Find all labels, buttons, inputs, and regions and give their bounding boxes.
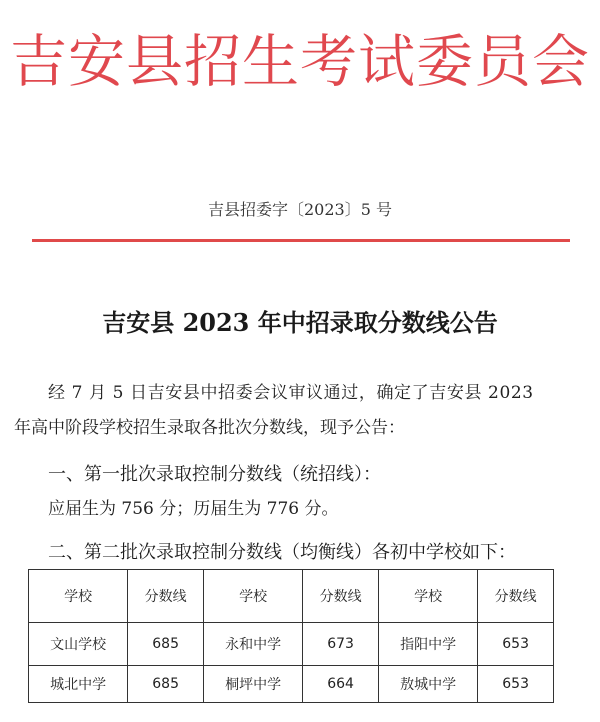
red-divider xyxy=(32,239,570,242)
section-1-heading: 一、第一批次录取控制分数线（统招线）： xyxy=(48,464,381,485)
table-cell: 664 xyxy=(303,666,379,703)
table-cell: 653 xyxy=(478,666,554,703)
header-school: 学校 xyxy=(29,570,128,623)
table-cell: 685 xyxy=(128,666,204,703)
table-cell: 653 xyxy=(478,623,554,666)
document-number: 吉县招委字〔2023〕5 号 xyxy=(208,200,392,219)
table-row xyxy=(29,623,554,666)
section-1-text: 应届生为 756 分；历届生为 776 分。 xyxy=(48,499,339,519)
page-title: 吉安县 2023 年中招录取分数线公告 xyxy=(102,308,498,337)
table-row xyxy=(29,666,554,703)
intro-line-1: 经 7 月 5 日吉安县中招委会议审议通过，确定了吉安县 2023 xyxy=(48,383,534,403)
table-cell: 指阳中学 xyxy=(378,623,477,666)
header-school: 学校 xyxy=(203,570,302,623)
header-school: 学校 xyxy=(378,570,477,623)
table-cell: 永和中学 xyxy=(203,623,302,666)
table-cell: 敖城中学 xyxy=(378,666,477,703)
table-cell: 685 xyxy=(128,623,204,666)
section-2-heading: 二、第二批次录取控制分数线（均衡线）各初中学校如下： xyxy=(48,542,516,563)
table-cell: 城北中学 xyxy=(29,666,128,703)
header-score: 分数线 xyxy=(128,570,204,623)
header-score: 分数线 xyxy=(303,570,379,623)
table-cell: 文山学校 xyxy=(29,623,128,666)
score-table xyxy=(28,569,554,703)
issuing-agency-header: 吉安县招生考试委员会 xyxy=(10,29,590,95)
table-cell: 673 xyxy=(303,623,379,666)
table-header-row xyxy=(29,570,554,623)
header-score: 分数线 xyxy=(478,570,554,623)
table-cell: 桐坪中学 xyxy=(203,666,302,703)
intro-line-2: 年高中阶段学校招生录取各批次分数线，现予公告： xyxy=(14,418,405,438)
